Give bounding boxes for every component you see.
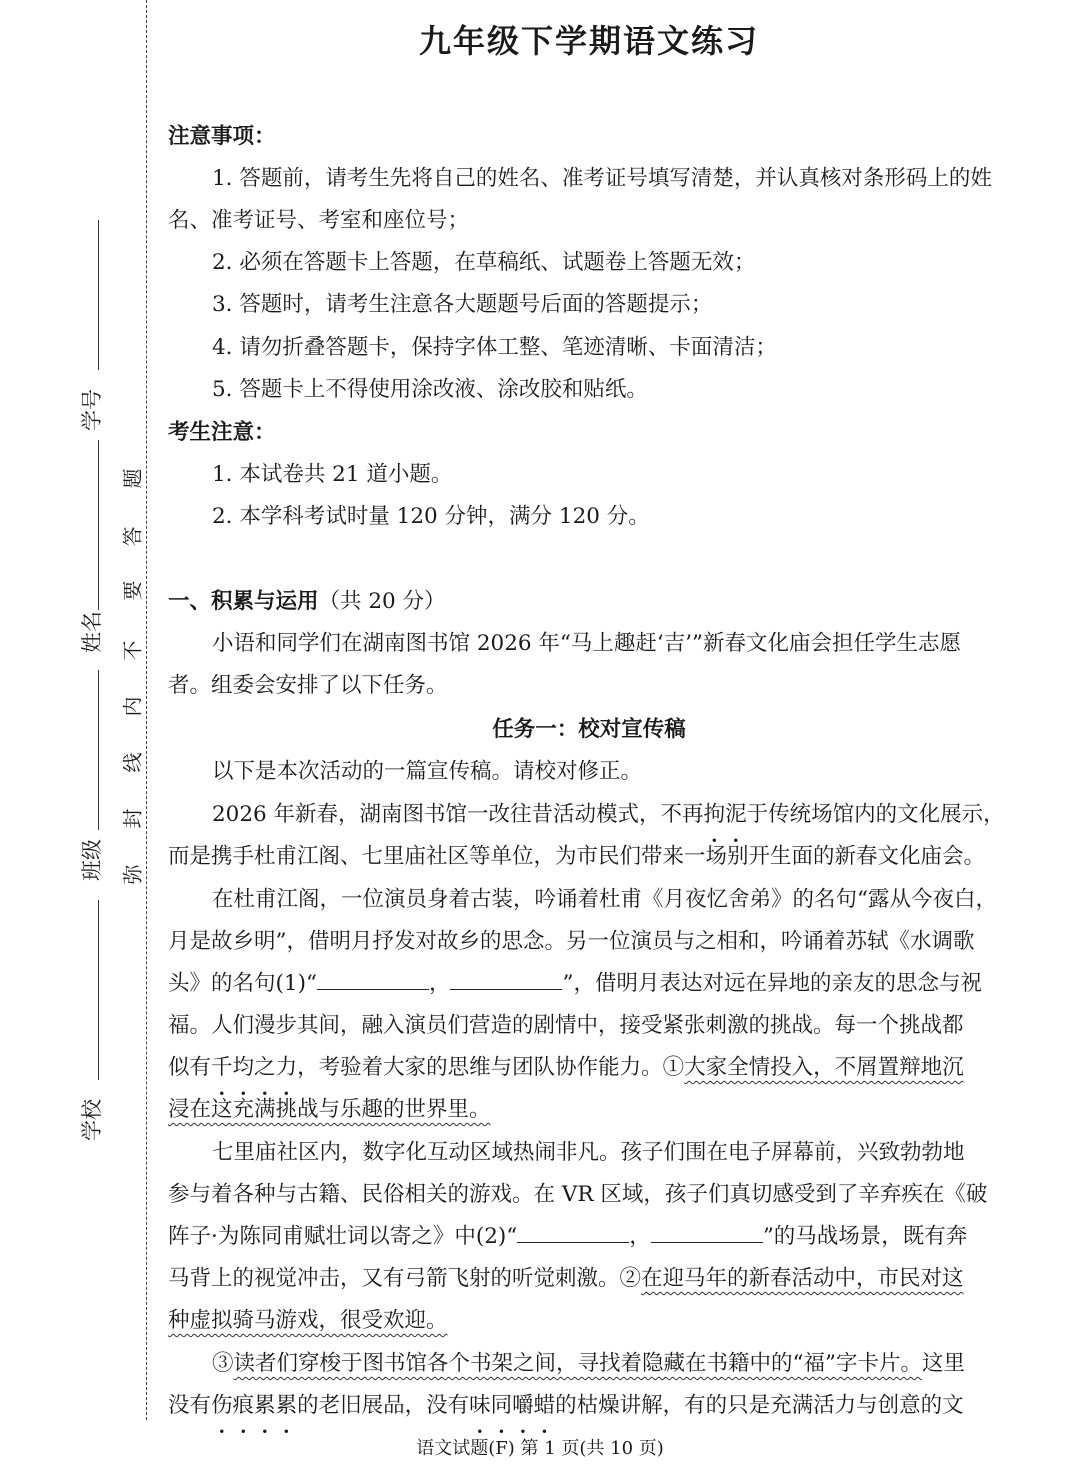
wavy-underlined-sentence: 在迎马年的新春活动中，市民对这 [641,1266,964,1291]
dotted-char: 味 [469,1393,491,1418]
candidate-item: 1. 本试卷共 21 道小题。 [212,462,453,487]
article-line [212,794,1010,836]
article-text: 这里 [922,1351,966,1376]
wavy-underlined-sentence: 种虚拟骑马游戏，很受欢迎。 [168,1308,448,1333]
class-line [98,670,99,830]
seal-dashed-line [146,0,147,1420]
sentence-number: ③ [212,1351,234,1376]
seal-warning-char: 要 [120,580,145,601]
article-text: 的老旧展品，没有 [297,1393,470,1418]
article-text: 头》的名句(1)“ [168,971,317,996]
dotted-word-text [469,1393,555,1418]
article-line: 在杜甫江阁，一位演员身着古装，吟诵着杜甫《月夜忆舍弟》的名句“露从今夜白， [212,887,997,912]
section-intro: 者。组委会安排了以下任务。 [168,673,448,698]
dotted-char: 累 [275,1393,298,1418]
student-number-label: 学号 [80,389,104,431]
dotted-word-text [704,802,747,827]
dotted-word-text [211,1393,297,1418]
page-title: 九年级下学期语文练习 [418,22,759,60]
school-line [98,900,99,1080]
notice-heading: 注意事项： [168,124,276,149]
article-text: ，考验着大家的思维与团队协作能力。① [297,1055,685,1080]
dotted-char: 泥 [725,802,747,827]
dotted-word [704,802,747,827]
fill-blank[interactable] [517,1220,629,1243]
fill-blank[interactable] [651,1220,763,1243]
article-line [168,1047,1010,1089]
fill-blank[interactable] [450,967,562,990]
seal-warning-char: 不 [120,640,145,661]
article-line [212,1343,1010,1385]
article-line [168,963,1010,1005]
wavy-underlined-sentence: 读者们穿梭于图书馆各个书架之间，寻找着隐藏在书籍中的“福”字卡片。 [233,1351,923,1376]
article-line [168,1216,1010,1258]
seal-warning-char: 封 [120,808,145,829]
article-line: 月是故乡明”，借明月抒发对故乡的思念。另一位演员与之相和，吟诵着苏轼《水调歌 [168,929,975,954]
school-label: 学校 [80,1099,104,1141]
seal-warning-char: 答 [120,526,145,547]
article-text: 马背上的视觉冲击，又有弓箭飞射的听觉刺激。② [168,1266,642,1291]
page-footer: 语文试题(F) 第 1 页(共 10 页) [416,1438,664,1459]
wavy-underlined-sentence: 大家全情投入，不屑置辩地沉 [684,1055,964,1080]
section-title: 一、积累与运用 [168,589,319,614]
task-desc: 以下是本次活动的一篇宣传稿。请校对修正。 [212,759,643,784]
dotted-word [211,1393,297,1418]
dotted-char: 伤 [211,1393,233,1418]
article-text: ， [428,971,451,996]
notice-item: 5. 答题卡上不得使用涂改液、涂改胶和贴纸。 [212,377,648,402]
dotted-char: 累 [254,1393,276,1418]
class-label: 班级 [80,839,104,881]
notice-item: 3. 答题时，请考生注意各大题题号后面的答题提示； [212,292,713,317]
dotted-char: 同 [490,1393,513,1418]
seal-warning-char: 题 [120,468,145,489]
article-text: 的枯燥讲解，有的只是充满活力与创意的文 [555,1393,964,1418]
fill-blank[interactable] [317,967,429,990]
article-text: ， [629,1224,651,1249]
article-line [168,1258,1010,1300]
dotted-char: 痕 [232,1393,255,1418]
notice-item: 2. 必须在答题卡上答题，在草稿纸、试题卷上答题无效； [212,250,756,275]
dotted-char: 嚼 [512,1393,534,1418]
notice-item: 4. 请勿折叠答题卡，保持字体工整、笔迹清晰、卡面清洁； [212,335,777,360]
name-label: 姓名 [80,611,104,653]
section-heading [168,581,1010,623]
article-text: 阵子·为陈同甫赋壮词以寄之》中(2)“ [168,1224,518,1249]
candidate-heading: 考生注意： [168,420,276,445]
article-text: 于传统场馆内的文化展示， [746,802,1005,827]
section-intro: 小语和同学们在湖南图书馆 2026 年“马上趣赶‘吉’”新春文化庙会担任学生志愿 [212,631,962,656]
dotted-char: 拘 [703,802,726,827]
article-line: 七里庙社区内，数字化互动区域热闹非凡。孩子们围在电子屏幕前，兴致勃勃地 [212,1140,965,1165]
seal-warning-char: 线 [120,752,145,773]
seal-warning-char: 内 [120,696,145,717]
dotted-char: 力 [275,1055,298,1080]
article-text: ”，借明月表达对远在异地的亲友的思念与祝 [562,971,982,996]
section-score: （共 20 分） [318,589,446,614]
wavy-underlined-sentence: 浸在这充满挑战与乐趣的世界里。 [168,1097,491,1122]
article-line: 福。人们漫步其间，融入演员们营造的剧情中，接受紧张刺激的挑战。每一个挑战都 [168,1013,964,1038]
article-line: 参与着各种与古籍、民俗相关的游戏。在 VR 区域，孩子们真切感受到了辛弃疾在《破 [168,1182,988,1207]
binding-margin [0,0,160,1477]
dotted-word [211,1055,297,1080]
notice-item: 1. 答题前，请考生先将自己的姓名、准考证号填写清楚，并认真核对条形码上的姓 [212,166,992,191]
candidate-item: 2. 本学科考试时量 120 分钟，满分 120 分。 [212,504,650,529]
dotted-char: 均 [232,1055,255,1080]
task-title: 任务一：校对宣传稿 [492,717,686,742]
article-text: 2026 年新春，湖南图书馆一改往昔活动模式，不再 [212,802,704,827]
name-line [98,440,99,610]
article-text: 似有 [168,1055,212,1080]
article-text: 没有 [168,1393,212,1418]
dotted-char: 千 [211,1055,233,1080]
dotted-char: 蜡 [533,1393,556,1418]
seal-warning-char: 弥 [120,864,145,885]
dotted-char: 之 [254,1055,276,1080]
dotted-word [469,1393,555,1418]
dotted-word-text [211,1055,297,1080]
article-line [168,1089,1010,1131]
notice-item: 名、准考证号、考室和座位号； [168,208,470,233]
article-line [168,1385,1010,1427]
article-line: 而是携手杜甫江阁、七里庙社区等单位，为市民们带来一场别开生面的新春文化庙会。 [168,844,986,869]
student-number-line [98,220,99,370]
article-text: ”的马战场景，既有奔 [762,1224,968,1249]
article-line [168,1300,1010,1342]
